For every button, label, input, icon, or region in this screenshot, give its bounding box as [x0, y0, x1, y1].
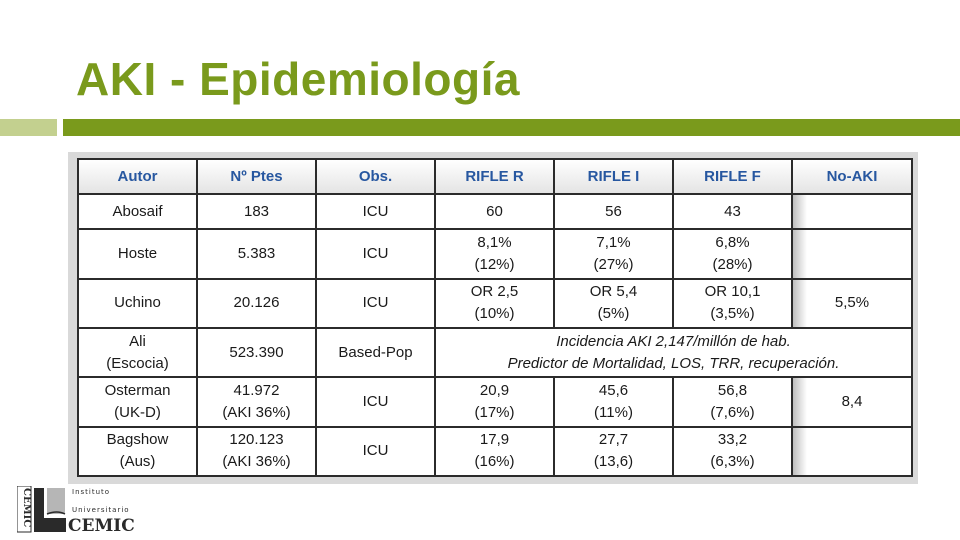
cell-text: 56,8 — [717, 381, 748, 399]
epidemiology-table — [77, 158, 913, 477]
cell-text: (5%) — [597, 305, 630, 323]
cell-rifle-r — [435, 194, 554, 229]
table-row — [78, 279, 912, 328]
cell-autor — [78, 279, 197, 328]
cell-autor — [78, 427, 197, 476]
cell-ptes — [197, 194, 316, 229]
cell-obs: ICU — [316, 194, 435, 229]
header-obs: Obs. — [316, 159, 435, 194]
table-row — [78, 229, 912, 278]
cell-text: (11%) — [594, 403, 633, 421]
logo-text-universitario: Universitario — [72, 506, 130, 514]
table-header-row — [78, 159, 912, 194]
cell-autor — [78, 229, 197, 278]
cell-text: (28%) — [712, 255, 753, 273]
cell-merged-note — [435, 328, 912, 377]
cell-no-aki: 8,4 — [792, 377, 912, 426]
table-row — [78, 328, 912, 377]
cell-text: (AKI 36%) — [222, 403, 291, 421]
cell-autor — [78, 194, 197, 229]
cell-text: (3,5%) — [710, 305, 755, 323]
cell-text: (16%) — [474, 453, 515, 471]
logo-text-cemic: CEMIC — [68, 516, 135, 536]
cell-no-aki — [792, 229, 912, 278]
cell-autor — [78, 377, 197, 426]
cell-text: (Aus) — [119, 453, 156, 471]
cell-rifle-r — [435, 279, 554, 328]
header-rifle-f: RIFLE F — [673, 159, 792, 194]
cell-text: 523.390 — [229, 343, 284, 361]
cell-rifle-f — [673, 229, 792, 278]
cell-text: (17%) — [474, 403, 515, 421]
cell-rifle-f — [673, 194, 792, 229]
cell-text: OR 5,4 — [589, 283, 638, 301]
cell-rifle-i — [554, 427, 673, 476]
cell-text: (UK-D) — [114, 403, 161, 421]
cell-rifle-f — [673, 427, 792, 476]
cell-text: (6,3%) — [710, 453, 755, 471]
cell-rifle-r — [435, 229, 554, 278]
cell-obs: Based-Pop — [316, 328, 435, 377]
cell-text: Incidencia AKI 2,147/millón de hab. — [556, 332, 791, 350]
slide-title: AKI - Epidemiología — [76, 53, 520, 105]
cell-text: 20.126 — [233, 294, 280, 312]
cell-rifle-f — [673, 377, 792, 426]
cell-rifle-f — [673, 279, 792, 328]
cell-text: 41.972 — [233, 381, 280, 399]
cell-ptes — [197, 328, 316, 377]
cell-text: 120.123 — [229, 431, 284, 449]
cell-rifle-i — [554, 279, 673, 328]
cell-text: 60 — [486, 202, 503, 220]
cell-rifle-i — [554, 377, 673, 426]
title-rule-left — [0, 119, 57, 136]
cell-no-aki — [792, 427, 912, 476]
cell-text: Hoste — [117, 244, 158, 262]
cell-text: 8,1% — [477, 233, 512, 251]
header-rifle-r: RIFLE R — [435, 159, 554, 194]
table-row — [78, 377, 912, 426]
cell-text: 17,9 — [479, 431, 510, 449]
cell-text: (7,6%) — [710, 403, 755, 421]
cell-text: OR 2,5 — [470, 283, 519, 301]
cell-text: (12%) — [474, 255, 515, 273]
cell-text: 43 — [724, 202, 741, 220]
cell-text: (13,6) — [593, 453, 634, 471]
cell-text: 20,9 — [479, 381, 510, 399]
cell-text: 183 — [243, 202, 270, 220]
cell-text: (10%) — [474, 305, 515, 323]
header-rifle-i: RIFLE I — [554, 159, 673, 194]
cell-text: Predictor de Mortalidad, LOS, TRR, recuperación. — [507, 354, 840, 372]
cell-text: Osterman — [104, 381, 171, 399]
table-row — [78, 194, 912, 229]
cell-rifle-i — [554, 194, 673, 229]
table-row — [78, 427, 912, 476]
cell-text: 56 — [605, 202, 622, 220]
cell-rifle-r — [435, 377, 554, 426]
cell-text: 5.383 — [237, 244, 276, 262]
cell-no-aki: 5,5% — [792, 279, 912, 328]
cell-text: OR 10,1 — [704, 283, 761, 301]
cell-rifle-i — [554, 229, 673, 278]
cell-text: 33,2 — [717, 431, 748, 449]
cell-rifle-r — [435, 427, 554, 476]
cell-ptes — [197, 377, 316, 426]
logo-vertical-text: CEMIC — [21, 488, 32, 528]
cell-text: (AKI 36%) — [222, 453, 291, 471]
cell-ptes — [197, 229, 316, 278]
cell-autor — [78, 328, 197, 377]
header-ptes: Nº Ptes — [197, 159, 316, 194]
cell-text: Abosaif — [112, 202, 163, 220]
cell-text: (Escocia) — [106, 354, 169, 372]
cell-text: Bagshow — [106, 431, 169, 449]
table-frame — [68, 152, 918, 484]
cell-no-aki — [792, 194, 912, 229]
cell-text: Uchino — [114, 294, 161, 312]
header-autor: Autor — [78, 159, 197, 194]
cell-text: 45,6 — [598, 381, 629, 399]
cell-text: 7,1% — [596, 233, 631, 251]
cell-obs: ICU — [316, 229, 435, 278]
cell-ptes — [197, 427, 316, 476]
cell-text: (27%) — [593, 255, 634, 273]
cell-text: Ali — [129, 332, 146, 350]
cell-obs: ICU — [316, 279, 435, 328]
title-rule-right — [63, 119, 960, 136]
logo-text-instituto: Instituto — [72, 488, 111, 496]
header-no-aki: No-AKI — [792, 159, 912, 194]
cell-ptes — [197, 279, 316, 328]
cell-text: 27,7 — [598, 431, 629, 449]
cell-obs: ICU — [316, 427, 435, 476]
cell-text: 6,8% — [715, 233, 750, 251]
cell-obs: ICU — [316, 377, 435, 426]
